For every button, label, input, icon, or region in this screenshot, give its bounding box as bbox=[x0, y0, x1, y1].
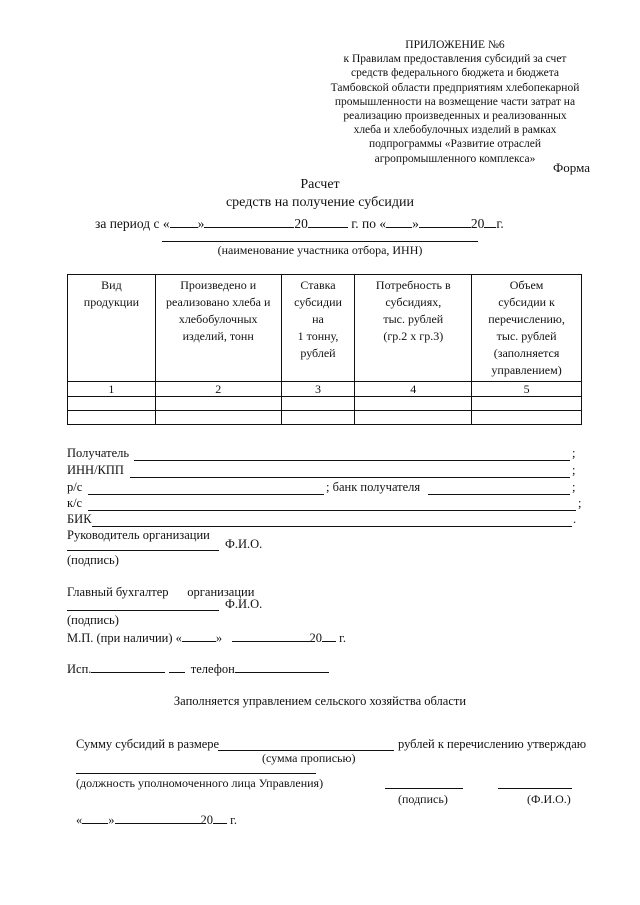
form-title: Расчет bbox=[300, 177, 340, 192]
appendix-line: хлеба и хлебобулочных изделий в рамках bbox=[353, 124, 557, 137]
accountant-signature-field[interactable] bbox=[67, 610, 219, 611]
column-number: 1 bbox=[68, 382, 156, 397]
period-close-quote: » bbox=[197, 216, 205, 231]
table-header-row bbox=[68, 275, 582, 382]
column-number: 5 bbox=[472, 382, 582, 397]
recipient-label: Получатель bbox=[67, 446, 130, 460]
appendix-line: к Правилам предоставления субсидий за счет bbox=[343, 53, 567, 66]
column-number: 2 bbox=[155, 382, 281, 397]
column-number: 4 bbox=[355, 382, 472, 397]
stamp-year-field[interactable] bbox=[322, 628, 336, 642]
approval-close-quote: » bbox=[108, 813, 115, 827]
approval-year-field[interactable] bbox=[213, 810, 227, 824]
period-mark: . bbox=[573, 512, 577, 526]
participant-caption: (наименование участника отбора, ИНН) bbox=[217, 243, 423, 257]
period-prefix: за период с « bbox=[95, 216, 170, 231]
period-end-month-field[interactable] bbox=[419, 214, 471, 228]
position-field[interactable] bbox=[76, 773, 316, 774]
period-end: г. bbox=[496, 216, 504, 231]
period-start-year-field[interactable] bbox=[308, 214, 348, 228]
table-cell[interactable] bbox=[281, 397, 355, 411]
executor-extra-field[interactable] bbox=[169, 659, 185, 673]
header-product-type: Вид продукции bbox=[68, 275, 156, 382]
stamp-prefix: М.П. (при наличии) « bbox=[67, 631, 182, 645]
participant-field[interactable] bbox=[162, 241, 478, 242]
appendix-line: реализацию произведенных и реализованных bbox=[343, 110, 567, 123]
approver-fio-field[interactable] bbox=[498, 788, 572, 789]
head-label: Руководитель организации bbox=[67, 528, 210, 542]
stamp-date-line bbox=[67, 628, 346, 646]
sum-suffix: рублей к перечислению утверждаю bbox=[398, 737, 587, 751]
calculation-table bbox=[67, 274, 582, 425]
stamp-day-field[interactable] bbox=[182, 628, 216, 642]
table-cell[interactable] bbox=[155, 411, 281, 425]
table-row bbox=[68, 411, 582, 425]
table-cell[interactable] bbox=[355, 411, 472, 425]
header-subsidy-amount: Объем субсидии к перечислению, тыс. рублей (заполняется управлением) bbox=[472, 275, 582, 382]
bank-label: ; банк получателя bbox=[326, 480, 421, 494]
department-heading: Заполняется управлением сельского хозяйства области bbox=[173, 694, 467, 708]
executor-line bbox=[67, 659, 329, 677]
table-cell[interactable] bbox=[68, 397, 156, 411]
column-number: 3 bbox=[281, 382, 355, 397]
period-mid: г. по « bbox=[351, 216, 387, 231]
inn-kpp-label: ИНН/КПП bbox=[67, 463, 124, 477]
period-start-month-field[interactable] bbox=[204, 214, 294, 228]
ks-label: к/с bbox=[67, 496, 83, 510]
sum-prefix: Сумму субсидий в размере bbox=[76, 737, 220, 751]
approval-date-end: г. bbox=[230, 813, 237, 827]
head-fio-label: Ф.И.О. bbox=[225, 537, 263, 551]
table-cell[interactable] bbox=[355, 397, 472, 411]
approval-day-field[interactable] bbox=[82, 810, 108, 824]
period-start-day-field[interactable] bbox=[170, 214, 198, 228]
bik-field[interactable] bbox=[92, 526, 572, 527]
semicolon: ; bbox=[572, 446, 576, 460]
period-close-quote-2: » bbox=[412, 216, 419, 231]
semicolon: ; bbox=[572, 480, 576, 494]
rs-label: р/с bbox=[67, 480, 83, 494]
appendix-line: средств федерального бюджета и бюджета bbox=[350, 67, 559, 80]
approver-fio-caption: (Ф.И.О.) bbox=[527, 792, 571, 806]
accountant-label: Главный бухгалтер организации bbox=[67, 585, 255, 599]
appendix-line: подпрограммы «Развитие отраслей bbox=[368, 138, 542, 151]
accountant-signature-caption: (подпись) bbox=[67, 613, 119, 627]
approval-year-label: 20 bbox=[200, 813, 213, 827]
phone-field[interactable] bbox=[235, 659, 329, 673]
appendix-header bbox=[330, 38, 580, 166]
period-line bbox=[95, 214, 504, 232]
approval-date-line bbox=[76, 810, 237, 828]
header-subsidy-need: Потребность в субсидиях, тыс. рублей (гр.2 х гр.3) bbox=[355, 275, 472, 382]
table-cell[interactable] bbox=[68, 411, 156, 425]
phone-label: телефон bbox=[190, 662, 235, 676]
stamp-year-label: 20 bbox=[309, 631, 323, 645]
inn-kpp-field[interactable] bbox=[130, 477, 570, 478]
stamp-close-quote: » bbox=[215, 631, 223, 645]
approval-date-prefix: « bbox=[76, 813, 83, 827]
semicolon: ; bbox=[578, 496, 582, 510]
table-cell[interactable] bbox=[155, 397, 281, 411]
stamp-month-field[interactable] bbox=[232, 628, 310, 642]
semicolon: ; bbox=[572, 463, 576, 477]
executor-field[interactable] bbox=[91, 659, 165, 673]
approver-signature-caption: (подпись) bbox=[398, 792, 448, 806]
ks-field[interactable] bbox=[88, 510, 576, 511]
bik-label: БИК bbox=[67, 512, 92, 526]
stamp-end: г. bbox=[339, 631, 347, 645]
executor-label: Исп. bbox=[67, 662, 92, 676]
rs-field[interactable] bbox=[88, 494, 324, 495]
appendix-line: промышленности на возмещение части затрат на bbox=[334, 95, 576, 108]
table-row bbox=[68, 397, 582, 411]
table-cell[interactable] bbox=[472, 411, 582, 425]
appendix-line: Тамбовской области предприятиям хлебопекарной bbox=[330, 81, 580, 94]
form-label: Форма bbox=[553, 160, 590, 175]
period-year-label: 20 bbox=[294, 216, 308, 231]
period-year-label-2: 20 bbox=[470, 216, 485, 231]
table-cell[interactable] bbox=[472, 397, 582, 411]
appendix-title: ПРИЛОЖЕНИЕ №6 bbox=[405, 39, 505, 51]
approver-signature-field[interactable] bbox=[385, 788, 463, 789]
position-caption: (должность уполномоченного лица Управления) bbox=[76, 776, 324, 790]
period-end-day-field[interactable] bbox=[386, 214, 412, 228]
table-cell[interactable] bbox=[281, 411, 355, 425]
form-subtitle: средств на получение субсидии bbox=[225, 195, 415, 210]
head-signature-field[interactable] bbox=[67, 550, 219, 551]
header-produced-sold: Произведено и реализовано хлеба и хлебобулочных изделий, тонн bbox=[155, 275, 281, 382]
approval-month-field[interactable] bbox=[115, 810, 201, 824]
period-end-year-field[interactable] bbox=[484, 214, 496, 228]
head-signature-caption: (подпись) bbox=[67, 553, 119, 567]
header-subsidy-rate: Ставка субсидии на 1 тонну, рублей bbox=[281, 275, 355, 382]
recipient-field[interactable] bbox=[134, 460, 570, 461]
appendix-line: агропромышленного комплекса» bbox=[374, 152, 536, 165]
accountant-fio-label: Ф.И.О. bbox=[225, 597, 263, 611]
table-column-numbers-row bbox=[68, 382, 582, 397]
bank-field[interactable] bbox=[428, 494, 570, 495]
sum-caption: (сумма прописью) bbox=[262, 751, 356, 765]
